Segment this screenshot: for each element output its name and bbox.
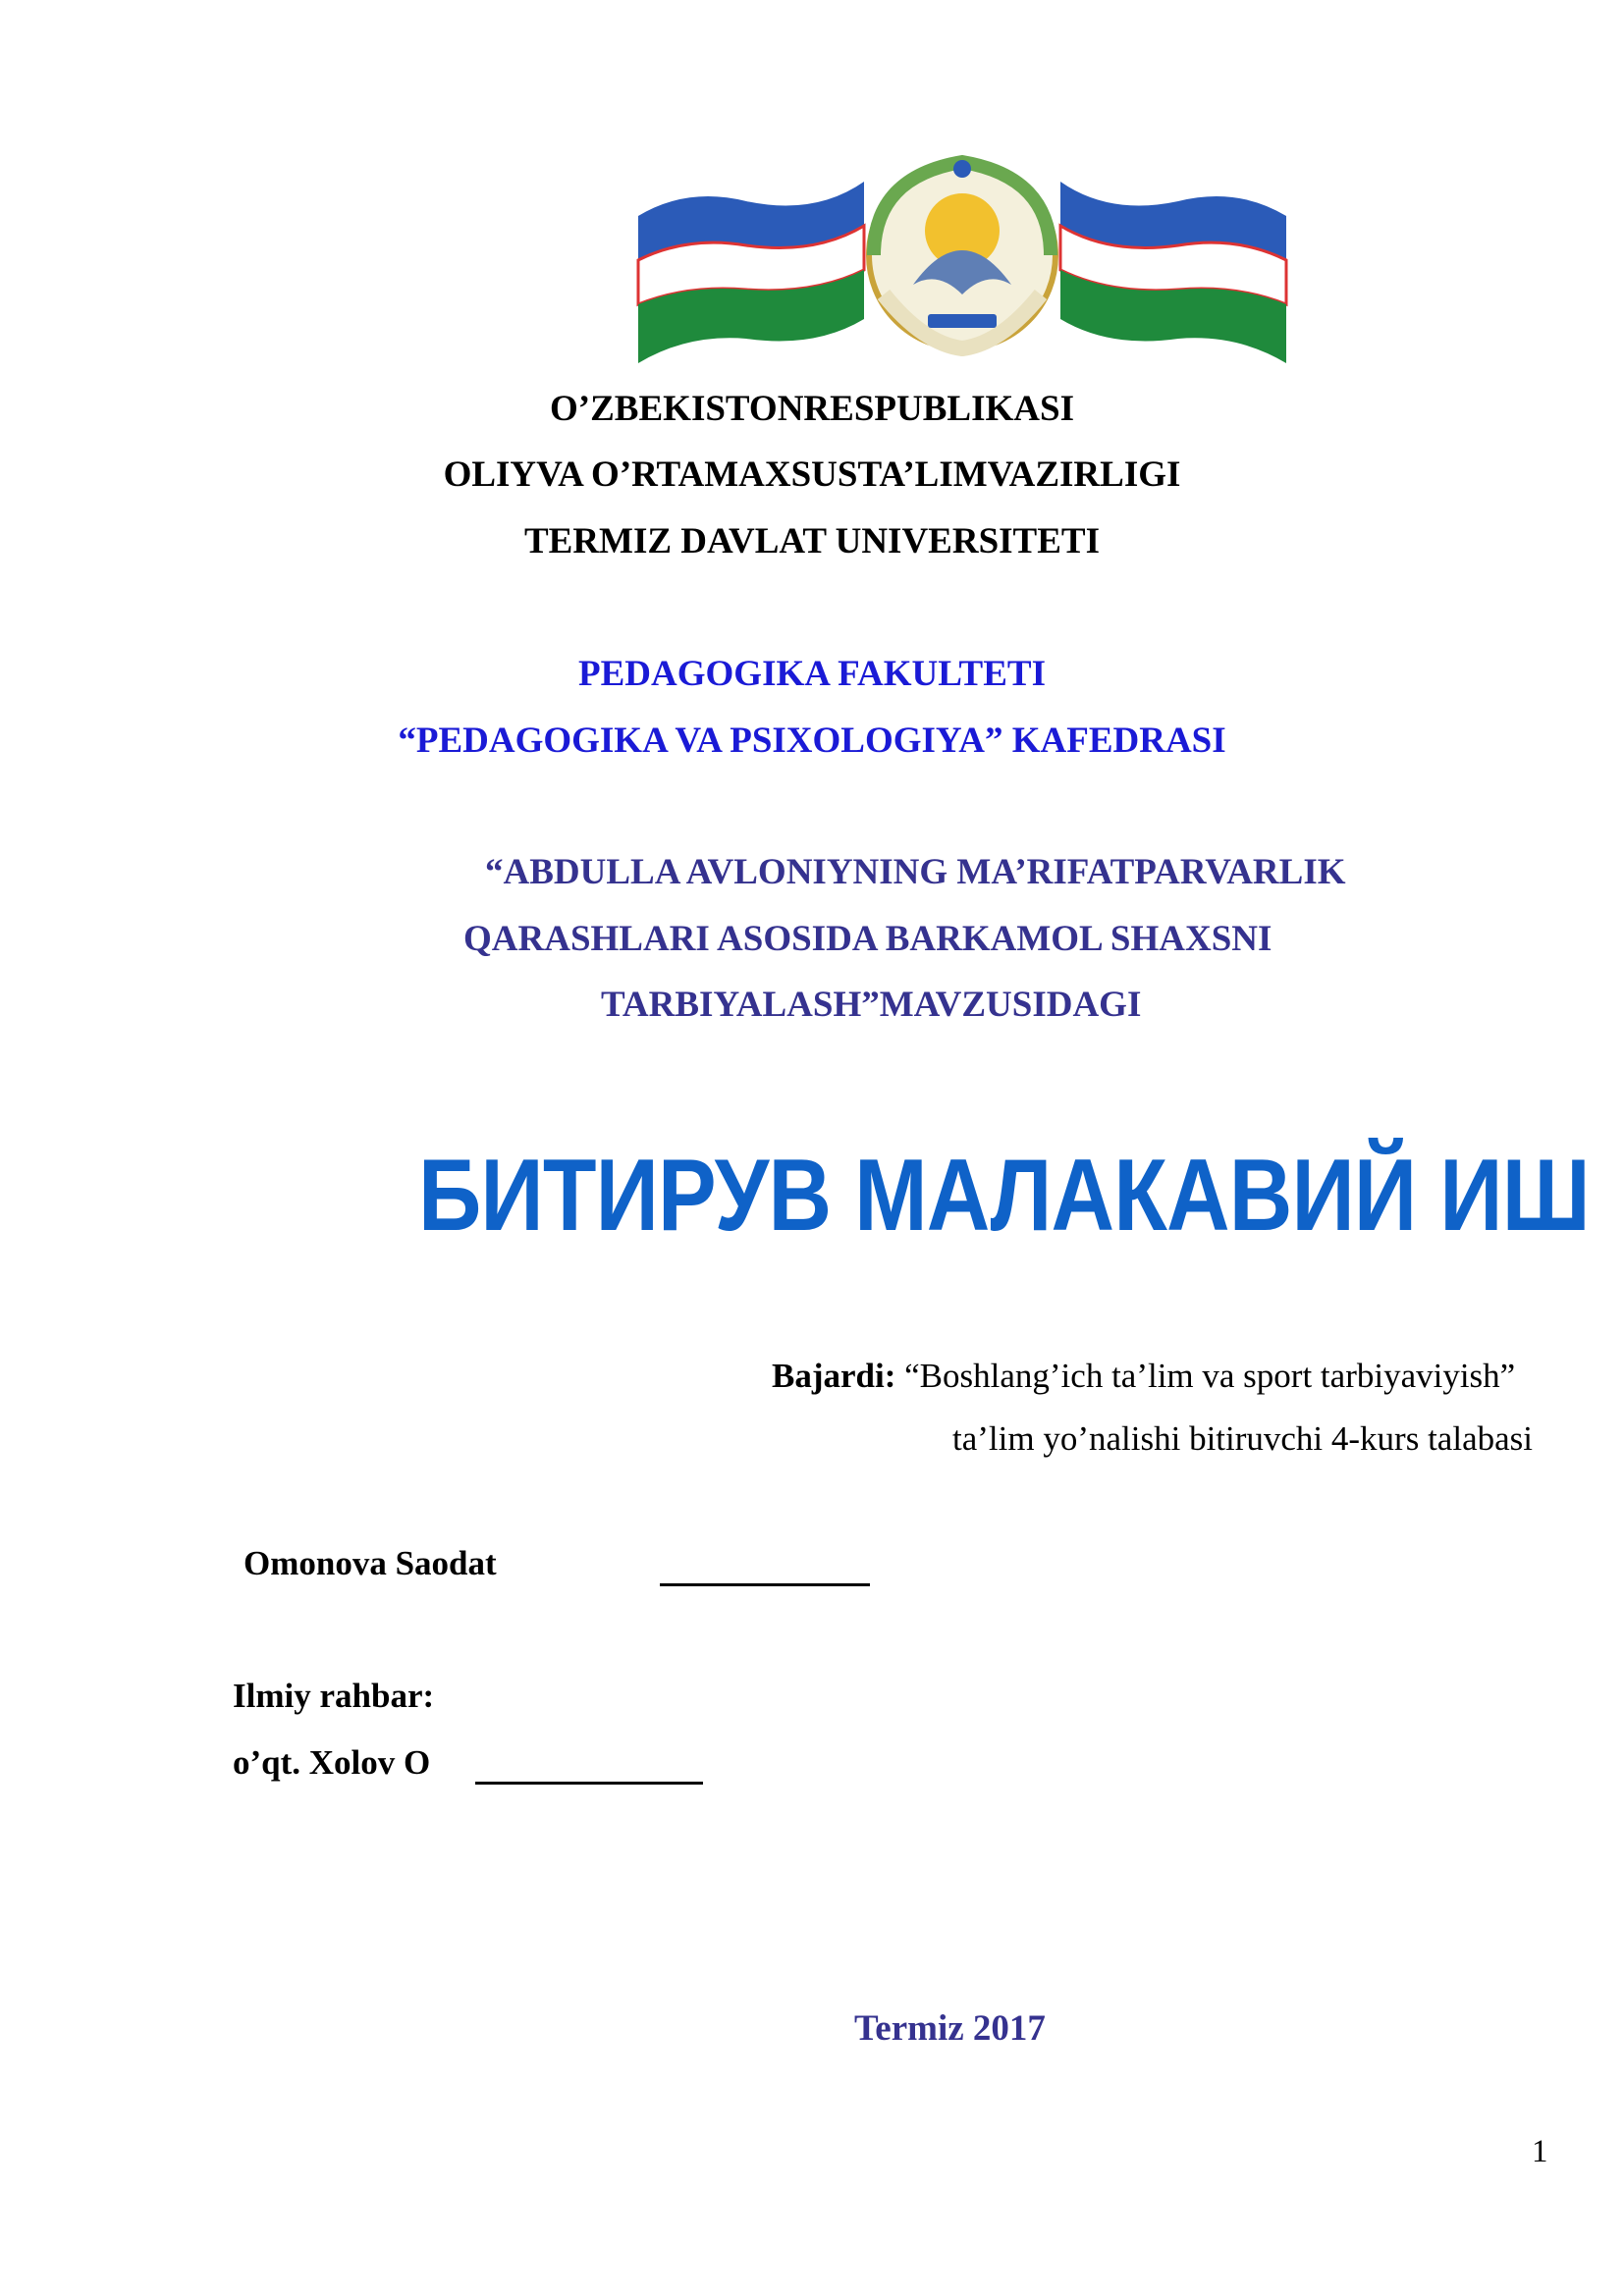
performer-program: “Boshlang’ich ta’lim va sport tarbiyaviyish” — [904, 1357, 1516, 1395]
student-signature-line — [660, 1582, 870, 1586]
supervisor-signature-line — [475, 1781, 703, 1785]
page-number: 1 — [1532, 2134, 1548, 2169]
supervisor-name: o’qt. Xolov O — [233, 1743, 431, 1782]
performer-label: Bajardi: — [772, 1357, 896, 1395]
performer-block — [772, 1357, 1515, 1396]
topic-line-2: QARASHLARI ASOSIDA BARKAMOL SHAXSNI — [463, 919, 1272, 959]
supervisor-label: Ilmiy rahbar: — [233, 1677, 435, 1715]
topic-line-3: TARBIYALASH”MAVZUSIDAGI — [601, 985, 1142, 1025]
ministry-name: OLIYVA O’RTAMAXSUSTA’LIMVAZIRLIGI — [443, 454, 1181, 495]
student-name: Omonova Saodat — [244, 1544, 497, 1582]
topic-line-1: “ABDULLA AVLONIYNING MA’RIFATPARVARLIK — [485, 852, 1346, 892]
performer-course: ta’lim yo’nalishi bitiruvchi 4-kurs talabasi — [952, 1419, 1533, 1458]
university-name: TERMIZ DAVLAT UNIVERSITETI — [523, 521, 1100, 561]
country-name: O’ZBEKISTONRESPUBLIKASI — [550, 389, 1074, 429]
uzbekistan-emblem-icon — [628, 147, 1296, 368]
work-title: БИТИРУВ МАЛАКАВИЙ ИШ — [418, 1139, 1590, 1253]
place-year: Termiz 2017 — [854, 2008, 1046, 2049]
department-name: “PEDAGOGIKA VA PSIXOLOGIYA” KAFEDRASI — [398, 721, 1226, 761]
faculty-name: PEDAGOGIKA FAKULTETI — [578, 654, 1046, 694]
